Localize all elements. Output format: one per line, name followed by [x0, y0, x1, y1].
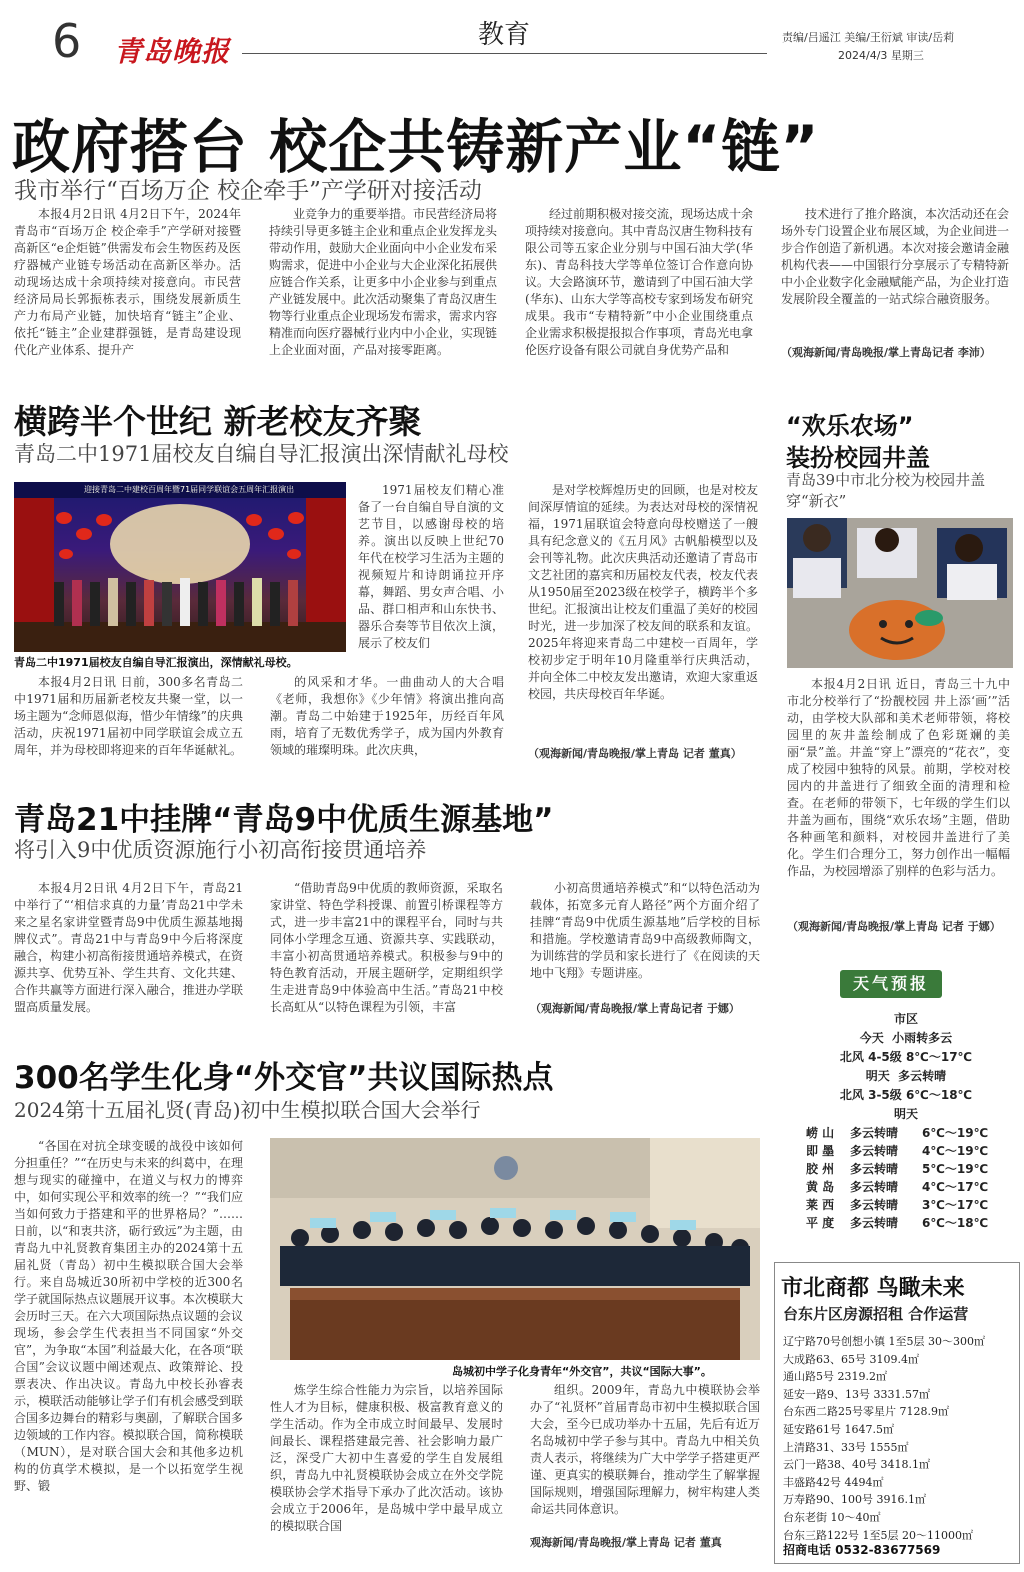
ad-listing: 万寿路90、100号 3916.1㎡ [783, 1493, 926, 1507]
weather-title-box [840, 970, 942, 998]
article-2-col3: 是对学校辉煌历史的回顾，也是对校友间深厚情谊的延续。为表达对母校的深情祝福，1971届联谊会特意向母校赠送了一艘具有纪念意义的《五月风》古帆船模型以及会刊等礼物。此次庆典活动还邀请了青岛市文艺社团的嘉宾和历届校友代表，校友代表从1950届至2023级在校学子，横跨半个多世纪。汇报演出让校友们重温了美好的校园时光，进一步加深了校友间的联系和友谊。2025年将迎来青岛二中建校一百周年，学校初步定于明年10月隆重举行庆典活动，并向全体二中校友发出邀请，欢迎大家重返校园，共庆母校百年华诞。 [528, 483, 758, 701]
article-4-credit: （观海新闻/青岛晚报/掌上青岛记者 于娜） [530, 1002, 740, 1015]
weather-panel [806, 1010, 1016, 1232]
ad-listing: 延安路61号 1647.5㎡ [783, 1422, 894, 1436]
ad-listing: 台东三路122号 1至5层 20～11000㎡ [783, 1528, 973, 1542]
article-4-subtitle: 将引入9中优质资源施行小初高衔接贯通培养 [14, 838, 427, 862]
ad-listing: 台东西二路25号零星片 7128.9㎡ [783, 1405, 949, 1419]
manhole-scene [787, 518, 1013, 668]
weather-tomorrow-wind: 北风 3-5级 6℃～18℃ [839, 1088, 973, 1102]
article-2-col2b: 的风采和才华。一曲曲动人的大合唱《老师，我想你》《少年情》将演出推向高潮。青岛二中始建于1925年，历经百年风雨，培育了无数优秀学子，成为国内外教育领域的璀璨明珠。此次庆典， [270, 675, 504, 757]
mun-scene [270, 1138, 760, 1360]
article-3-title-line2: 装扮校园井盖 [786, 444, 930, 472]
weather-district-row: 即 墨 多云转晴 4℃～19℃ [806, 1144, 989, 1158]
article-2-col1: 本报4月2日讯 日前，300多名青岛二中1971届和历届新老校友共聚一堂，以一场主题为“念师恩似海，惜少年情缘”的庆典活动，庆祝1971届初中同学联谊会成立五周年，并为母校即将迎来的百年华诞献礼。 [14, 675, 243, 757]
stage-photo-caption: 青岛二中1971届校友自编自导汇报演出，深情献礼母校。 [14, 656, 298, 669]
article-3-subtitle: 青岛39中市北分校为校园井盖穿“新衣” [786, 471, 986, 510]
weather-district-row: 崂 山 多云转晴 6℃～19℃ [806, 1126, 989, 1140]
ad-phone: 招商电话 0532-83677569 [783, 1543, 941, 1557]
weather-today: 今天 小雨转多云 [859, 1031, 953, 1045]
masthead-rule [242, 53, 767, 54]
article-2-credit: （观海新闻/青岛晚报/掌上青岛 记者 董真） [528, 747, 742, 760]
article-4-col1: 本报4月2日讯 4月2日下午，青岛21中举行了“‘相信求真的力量’青岛21中学未来之星名家讲堂暨青岛9中优质生源基地揭牌仪式”。青岛21中与青岛9中今后将深度融合，构建小初高衔接贯通培养模式，在资源共享、优势互补、学生共育、文化共建、合作共赢等方面进行深入融合，推进办学联盟高质量发展。 [14, 881, 243, 1014]
article-1-credit: （观海新闻/青岛晚报/掌上青岛记者 李沛） [781, 346, 991, 359]
editors-line: 责编/吕遥江 美编/王衍斌 审读/岳莉 [782, 31, 955, 44]
article-5-title: 300名学生化身“外交官”共议国际热点 [14, 1060, 554, 1096]
weather-today-wind: 北风 4-5级 8℃～17℃ [839, 1050, 973, 1064]
ad-listing: 辽宁路70号创想小镇 1至5层 30～300㎡ [783, 1335, 985, 1348]
article-1-subtitle: 我市举行“百场万企 校企牵手”产学研对接活动 [14, 178, 482, 204]
article-5-col2: 炼学生综合性能力为宗旨，以培养国际性人才为目标，健康积极、极富教育意义的学生活动。作为全市成立时间最早、发展时间最长、课程搭建最完善、社会影响力最广泛，深受广大初中生喜爱的学生自发展组织，青岛九中礼贤模联协会成立在外交学院模联协会学术指导下承办了此次活动。该协会成立于2006年，是岛城中学中最早成立的模拟联合国 [270, 1383, 503, 1533]
article-2-col2a: 1971届校友们精心准备了一台自编自导自演的文艺节目，以感谢母校的培养。演出以反映上世纪70年代在校学习生活为主题的视频短片和诗朗诵拉开序幕，舞蹈、男女声合唱、小品、群口相声和山东快书、器乐合奏等节目依次上演，展示了校友们 [358, 483, 504, 650]
ad-listings [783, 1333, 1015, 1544]
weather-district-row: 莱 西 多云转晴 3℃～17℃ [806, 1198, 989, 1212]
article-1-col1: 本报4月2日讯 4月2日下午，2024年青岛市“百场万企 校企牵手”产学研对接暨高新区“e企炬链”供需发布会生物医药及医疗器械产业链专场活动在高新区举办。活动现场达成十余项持续对接意向。市民营经济局局长郭振栋表示，围绕发展新质生产力布局产业链，加快培育“链主”企业、依托“链主”企业建群强链，是青岛建设现代化产业体系、提升产 [14, 207, 241, 357]
weather-tomorrow: 明天 多云转晴 [865, 1069, 947, 1083]
ad-listing: 台东老街 10～40㎡ [783, 1510, 881, 1524]
article-3-text: 本报4月2日讯 近日，青岛三十九中市北分校举行了“扮靓校园 井上添‘画’”活动，由学校大队部和美术老师带领，将校园里的灰井盖绘制成了色彩斑斓的美丽“景”盖。井盖“穿上”漂亮的“花衣”，变成了校园中独特的风景。前期，学校对校园内的井盖进行了细致全面的清理和检查。在老师的带领下，七年级的学生们以井盖为画布，围绕“欢乐农场”主题，借助各种画笔和颜料，对校园井盖进行了美化。学生们合理分工，努力创作出一幅幅作品，为校园增添了别样的色彩与活力。 [787, 677, 1010, 878]
article-5-col1: “各国在对抗全球变暖的战役中该如何分担重任？”“在历史与未来的纠葛中，在理想与现实的碰撞中，在道义与权力的博弈中，如何实现公平和效率的统一？”“我们应当如何致力于搭建和平的世界格局？”……日前，以“和衷共济，砺行致远”为主题，由青岛九中礼贤教育集团主办的2024第十五届礼贤（青岛）初中生模拟联合国大会举行。来自岛城近30所初中学校的近300名学子就国际热点议题展开议事。本次模联大会历时三天。在六大项国际热点议题的会议现场，参会学生代表担当不同国家“外交官”，为争取“本国”利益最大化，在各项“联合国”会议议题中阐述观点、政策辩论、投票表决、作出决议。青岛九中校长孙睿表示，模联活动能够让学子们有机会感受到联合国多边舞台的精彩与奥副，了解联合国多边领域的工作内容。模拟联合国，简称模联（MUN），是对联合国大会和其他多边机构的仿真学术模拟，是一个以拓宽学生视野、锻 [14, 1139, 243, 1493]
article-1-title: 政府搭台 校企共铸新产业“链” [12, 113, 820, 181]
manhole-photo [787, 518, 1013, 668]
ad-listing: 通山路5号 2319.2㎡ [783, 1370, 887, 1384]
ad-listing: 延安一路9、13号 3331.57㎡ [783, 1387, 930, 1401]
article-1-col2: 业竞争力的重要举措。市民营经济局将持续引导更多链主企业和重点企业发挥龙头带动作用，鼓励大企业面向中小企业发布采购需求，促进中小企业与大企业深化拓展供应链合作关系，让更多中小企业参与到重点产业链发展中。此次活动聚集了青岛汉唐生物等行业重点企业现场发布需求，需求内容精准而向医疗器械行业内中小企业，实现链上企业面对面，产品对接零距离。 [269, 207, 497, 357]
article-2-subtitle: 青岛二中1971届校友自编自导汇报演出深情献礼母校 [14, 442, 509, 466]
real-estate-ad [774, 1262, 1020, 1564]
article-1-col4: 技术进行了推介路演，本次活动还在会场外专门设置企业布展区域，为企业间进一步合作创造了新机遇。本次对接会邀请金融机构代表——中国银行分享展示了专精特新中小企业数字化金融赋能产品，为企业打造发展阶段全覆盖的一站式综合融资服务。 [781, 207, 1009, 306]
ad-subtitle: 台东片区房源招租 合作运营 [783, 1305, 969, 1323]
ad-listing: 上清路31、33号 1555㎡ [783, 1440, 909, 1454]
article-3-credit: （观海新闻/青岛晚报/掌上青岛 记者 于娜） [787, 920, 1001, 933]
article-1-col3: 经过前期积极对接交流，现场达成十余项持续对接意向。其中青岛汉唐生物科技有限公司等五家企业分别与中国石油大学(华东)、青岛科技大学等单位签订合作意向协议。大会路演环节，邀请到了中国石油大学(华东)、山东大学等高校专家到场发布研究成果。我市“专精特新”中小企业围绕重点企业需求积极提报拟合作事项，青岛光电拿伦医疗设备有限公司就自身优势产品和 [525, 207, 753, 357]
weather-district-row: 黄 岛 多云转晴 4℃～17℃ [806, 1180, 989, 1194]
article-2-title: 横跨半个世纪 新老校友齐聚 [14, 402, 422, 441]
weather-district-row: 平 度 多云转晴 6℃～18℃ [806, 1216, 989, 1230]
weather-city: 市区 [893, 1012, 918, 1026]
mun-photo [270, 1138, 760, 1360]
stage-photo [14, 482, 346, 652]
weather-title: 天气预报 [852, 974, 929, 993]
ad-listing: 大成路63、65号 3109.4㎡ [783, 1352, 919, 1366]
mun-photo-caption: 岛城初中学子化身青年“外交官”，共议“国际大事”。 [452, 1365, 712, 1378]
article-4-title: 青岛21中挂牌“青岛9中优质生源基地” [14, 802, 554, 838]
stage-scene [14, 482, 346, 652]
article-4-col2: “借助青岛9中优质的教师资源，采取名家讲堂、特色学科授课、前置引桥课程等方式，进一步丰富21中的课程平台，同时与共同体小学理念互通、资源共享、实践联动，丰富小初高贯通培养模式。积极参与9中的特色教育活动，开展主题研学，定期组织学生走进青岛9中体验高中生活。”青岛21中校长高虹从“以特色课程为引领，丰富 [270, 881, 503, 1014]
stage-banner: 迎接青岛二中建校百周年暨71届同学联谊会五周年汇报演出 [84, 485, 295, 494]
article-5-col3: 组织。2009年，青岛九中模联协会举办了“礼贤杯”首届青岛市初中生模拟联合国大会，至今已成功举办十五届，先后有近万名岛城初中学子参与其中。青岛九中相关负责人表示，将继续为广大中学学子搭建更严谨、更真实的模联舞台，推动学生了解掌握国际规则，增强国际理解力，树牢构建人类命运共同体意识。 [530, 1383, 760, 1516]
weather-district-row: 胶 州 多云转晴 5℃～19℃ [806, 1162, 989, 1176]
article-5-credit: 观海新闻/青岛晚报/掌上青岛 记者 董真 [530, 1536, 722, 1549]
section-name: 教育 [478, 20, 531, 50]
article-4-col3: 小初高贯通培养模式”和“以特色活动为载体，拓宽多元育人路径”两个方面介绍了挂牌“青岛9中优质生源基地”后学校的目标和措施。学校邀请青岛9中高级教师陶文，为训练营的学员和家长进行了《在阅读的天地中飞翔》专题讲座。 [530, 881, 760, 980]
ad-listing: 云门一路38、40号 3418.1㎡ [783, 1458, 930, 1472]
ad-listing: 丰盛路42号 4494㎡ [783, 1475, 884, 1489]
article-3-title: “欢乐农场” [786, 412, 914, 440]
weather-tomorrow-label: 明天 [893, 1107, 918, 1121]
article-5-subtitle: 2024第十五届礼贤(青岛)初中生模拟联合国大会举行 [14, 1098, 481, 1122]
issue-date: 2024/4/3 星期三 [838, 49, 924, 62]
paper-logo: 青岛晚报 [114, 35, 231, 68]
page-number: 6 [52, 14, 82, 68]
ad-title: 市北商都 鸟瞰未来 [781, 1276, 965, 1301]
